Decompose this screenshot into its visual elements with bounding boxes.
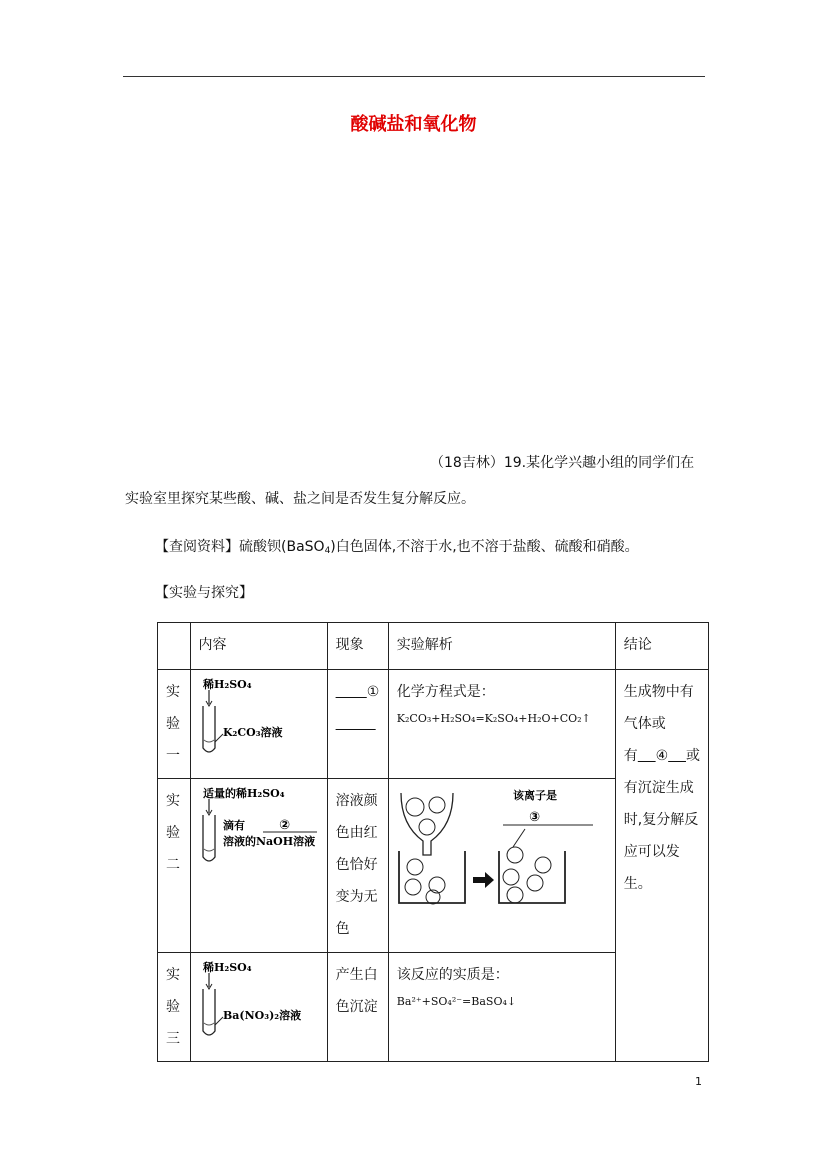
- tube-bottom-label: 溶液的NaOH溶液: [222, 835, 315, 848]
- table-header-row: [158, 623, 709, 670]
- experiment-1-apparatus: [190, 670, 327, 779]
- beaker-left-icon: [399, 851, 465, 903]
- water-molecule-icon: [527, 875, 543, 891]
- tube-top-label: 稀H₂SO₄: [202, 961, 252, 974]
- tube-top-label: 适量的稀H₂SO₄: [202, 787, 285, 800]
- header-content: 内容: [190, 623, 327, 670]
- liquid-surface: [204, 740, 214, 742]
- intro-line-2: 实验室里探究某些酸、碱、盐之间是否发生复分解反应。: [125, 491, 475, 507]
- conclusion-cell: [615, 670, 708, 1062]
- test-tube-icon: [203, 706, 215, 752]
- liquid-surface: [204, 849, 214, 851]
- sodium-ion-icon: [405, 879, 421, 895]
- diagram-circle-number: ③: [528, 810, 540, 825]
- sulfate-ion-icon: [406, 798, 424, 816]
- experiment-2-analysis: [388, 779, 615, 953]
- pointer-line: [215, 1017, 223, 1025]
- info-label: 【查阅资料】: [155, 539, 239, 555]
- header-rule: [123, 76, 705, 77]
- conclusion-text-b: 或有沉淀生成时,复分解反应可以发生。: [623, 748, 700, 892]
- essence-label: 该反应的实质是：: [396, 967, 509, 983]
- experiment-3-apparatus: [190, 953, 327, 1062]
- header-conclusion: 结论: [615, 623, 708, 670]
- unknown-ion-icon: [507, 847, 523, 863]
- sodium-ion-icon: [535, 857, 551, 873]
- test-tube-diagram-2: [197, 783, 321, 869]
- conclusion-text-a: 生成物中有气体或有: [623, 684, 694, 764]
- beaker-right-icon: [499, 851, 565, 903]
- dropper-icon: [401, 793, 453, 855]
- equation-label: 化学方程式是：: [396, 684, 495, 700]
- section-label: 【实验与探究】: [155, 585, 253, 601]
- experiment-1-name: 实验一: [158, 670, 191, 779]
- blank-1-line: [336, 716, 376, 732]
- test-tube-diagram-3: [197, 957, 321, 1043]
- tube-top-label: 稀H₂SO₄: [202, 678, 252, 691]
- info-text-a: 硫酸钡(BaSO: [239, 539, 325, 555]
- experiment-2-name: 实验二: [158, 779, 191, 953]
- experiment-3-phenomenon: 产生白色沉淀: [327, 953, 388, 1062]
- test-tube-diagram-1: [197, 674, 321, 760]
- blank-1: [336, 684, 367, 700]
- water-molecule-icon: [507, 887, 523, 903]
- reference-info: [155, 536, 639, 556]
- test-tube-icon: [203, 989, 215, 1035]
- header-empty: [158, 623, 191, 670]
- test-tube-icon: [203, 815, 215, 861]
- intro-line-1: （18吉林）19.某化学兴趣小组的同学们在: [430, 455, 695, 471]
- header-analysis: 实验解析: [388, 623, 615, 670]
- tube-mid-label: 滴有: [222, 819, 245, 832]
- info-subscript: 4: [324, 546, 331, 556]
- experiment-1-phenomenon: [327, 670, 388, 779]
- blank-4-line: [668, 748, 686, 764]
- blank-4: [638, 748, 656, 764]
- table-row: [158, 670, 709, 779]
- tube-bottom-label: Ba(NO₃)₂溶液: [222, 1009, 301, 1022]
- pointer-line: [215, 734, 223, 742]
- experiment-table: [157, 622, 709, 1062]
- experiment-2-phenomenon: 溶液颜色由红色恰好变为无色: [327, 779, 388, 953]
- experiment-3-analysis: [388, 953, 615, 1062]
- tube-bottom-label: K₂CO₃溶液: [222, 726, 283, 739]
- page-title: 酸碱盐和氧化物: [350, 114, 477, 135]
- info-text-b: )白色固体,不溶于水,也不溶于盐酸、硫酸和硝酸。: [330, 539, 639, 555]
- arrow-right-icon: [473, 872, 494, 888]
- experiment-3-name: 实验三: [158, 953, 191, 1062]
- diagram-title: 该离子是: [512, 789, 557, 802]
- header-phenomenon: 现象: [327, 623, 388, 670]
- experiment-2-apparatus: [190, 779, 327, 953]
- hydrogen-ion-icon: [419, 819, 435, 835]
- experiment-1-analysis: [388, 670, 615, 779]
- hydroxide-ion-icon: [407, 859, 423, 875]
- blank-4-number: ④: [655, 748, 669, 764]
- hydrogen-ion-icon: [429, 797, 445, 813]
- ionic-equation: Ba²⁺+SO₄²⁻=BaSO₄↓: [396, 995, 517, 1008]
- blank-1-number: ①: [366, 684, 380, 700]
- tube-circle-number: ②: [278, 818, 290, 833]
- liquid-surface: [204, 1023, 214, 1025]
- ion-reaction-diagram: [393, 785, 611, 909]
- equation: K₂CO₃+H₂SO₄=K₂SO₄+H₂O+CO₂↑: [396, 712, 591, 725]
- page-number: 1: [695, 1075, 702, 1088]
- pointer-line: [513, 829, 525, 847]
- sodium-ion-icon: [503, 869, 519, 885]
